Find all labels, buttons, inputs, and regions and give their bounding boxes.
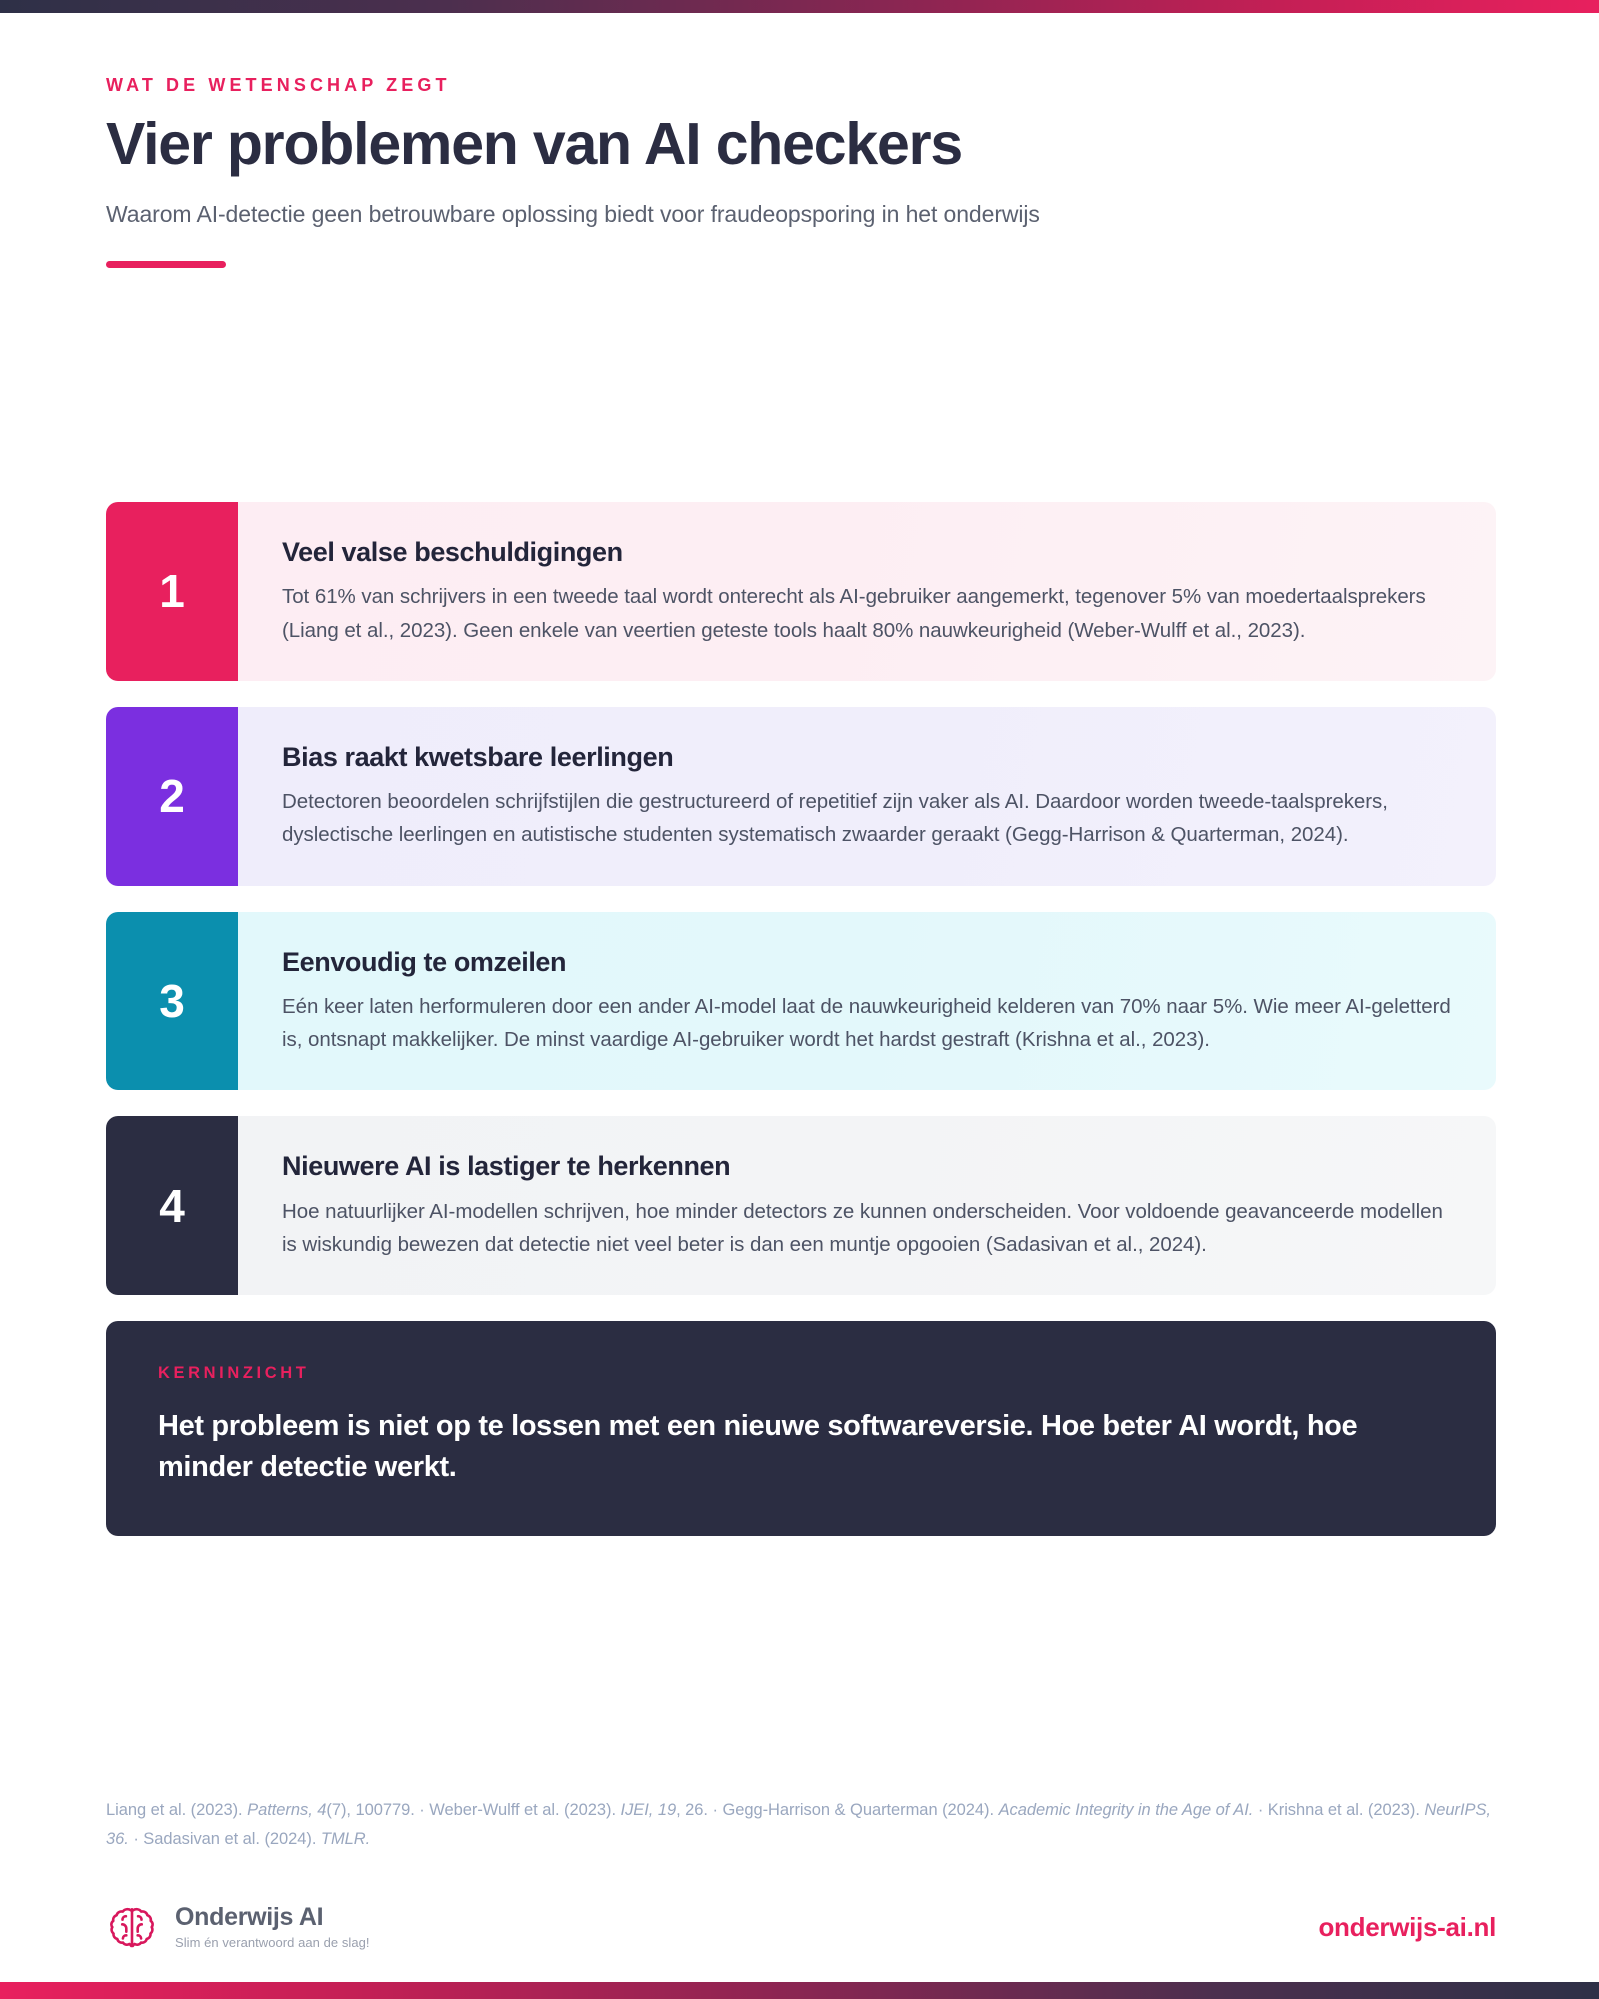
citation-segment: IJEI, 19 bbox=[620, 1801, 677, 1819]
problem-card bbox=[106, 502, 1496, 681]
footer-section bbox=[106, 1796, 1496, 1954]
card-number-badge: 2 bbox=[106, 707, 238, 886]
brand-text bbox=[175, 1903, 370, 1952]
card-text: Eén keer laten herformuleren door een ander AI-model laat de nauwkeurigheid kelderen van 70% naar 5%. Wie meer AI-geletterd is, ontsnapt makkelijker. De minst vaardige AI-gebruiker wordt het hardst gestraft (Krishna et al., 2023). bbox=[282, 994, 1451, 1052]
citation-segment: Patterns, 4 bbox=[247, 1801, 327, 1819]
card-body bbox=[238, 912, 1496, 1091]
card-title: Eenvoudig te omzeilen bbox=[282, 946, 567, 977]
eyebrow-label: WAT DE WETENSCHAP ZEGT bbox=[106, 75, 451, 95]
citation-segment: Academic Integrity in the Age of AI. bbox=[998, 1801, 1254, 1819]
problem-card bbox=[106, 707, 1496, 886]
citation-segment: , 26. · Gegg-Harrison & Quarterman (2024). bbox=[676, 1801, 999, 1819]
citation-segment: · Krishna et al. (2023). bbox=[1253, 1801, 1425, 1819]
brain-logo-icon bbox=[106, 1902, 158, 1954]
header-rule bbox=[106, 261, 226, 268]
card-number-badge: 1 bbox=[106, 502, 238, 681]
card-body bbox=[238, 707, 1496, 886]
citation-segment: TMLR. bbox=[320, 1829, 371, 1848]
citations-line bbox=[106, 1796, 1496, 1854]
citation-segment: (7), 100779. · Weber-Wulff et al. (2023). bbox=[326, 1801, 621, 1819]
card-body bbox=[238, 1116, 1496, 1295]
citation-segment: · Sadasivan et al. (2024). bbox=[128, 1829, 321, 1848]
card-body bbox=[238, 502, 1496, 681]
page-subtitle: Waarom AI-detectie geen betrouwbare oplossing biedt voor fraudeopsporing in het onderwijs bbox=[106, 200, 1040, 227]
key-insight-label: KERNINZICHT bbox=[158, 1364, 310, 1383]
brand-lockup bbox=[106, 1902, 370, 1954]
bottom-accent-bar bbox=[0, 1982, 1599, 1999]
card-title: Veel valse beschuldigingen bbox=[282, 537, 623, 567]
site-url-link[interactable]: onderwijs-ai.nl bbox=[1318, 1912, 1496, 1943]
card-text: Tot 61% van schrijvers in een tweede taal wordt onterecht als AI-gebruiker aangemerkt, tegenover 5% van moedertaalsprekers (Liang et al., 2023). Geen enkele van veertien geteste tools haalt 80% nauwkeurigheid (Weber-Wulff et al., 2023). bbox=[282, 585, 1426, 642]
header-section bbox=[106, 0, 1496, 268]
problem-card bbox=[106, 1116, 1496, 1295]
problem-card bbox=[106, 912, 1496, 1091]
card-title: Nieuwere AI is lastiger te herkennen bbox=[282, 1151, 731, 1182]
citation-segment: NeurIPS, 36. bbox=[106, 1801, 1491, 1848]
card-text: Hoe natuurlijker AI-modellen schrijven, hoe minder detectors ze kunnen onderscheiden. Voor voldoende geavanceerde modellen is wiskundig bewezen dat detectie niet veel beter is dan een muntje opgooien (Sadasivan et al., 2024). bbox=[282, 1199, 1443, 1256]
problem-card-list bbox=[106, 502, 1496, 1536]
page-title: Vier problemen van AI checkers bbox=[106, 111, 962, 177]
card-title: Bias raakt kwetsbare leerlingen bbox=[282, 741, 674, 772]
card-text: Detectoren beoordelen schrijfstijlen die gestructureerd of repetitief zijn vaker als AI. Daardoor worden tweede-taalsprekers, dyslectische leerlingen en autistische studenten systematisch zwaarder geraakt (Gegg-Harrison & Quarterman, 2024). bbox=[282, 790, 1388, 847]
citation-segment: Liang et al. (2023). bbox=[106, 1801, 248, 1819]
card-number-badge: 4 bbox=[106, 1116, 238, 1295]
brand-row bbox=[106, 1902, 1496, 1954]
brand-name: Onderwijs AI bbox=[175, 1903, 324, 1932]
card-number-badge: 3 bbox=[106, 912, 238, 1091]
key-insight-text: Het probleem is niet op te lossen met een nieuwe softwareversie. Hoe beter AI wordt, hoe minder detectie werkt. bbox=[158, 1409, 1358, 1483]
key-insight-box bbox=[106, 1321, 1496, 1536]
brand-tagline: Slim én verantwoord aan de slag! bbox=[175, 1935, 370, 1951]
